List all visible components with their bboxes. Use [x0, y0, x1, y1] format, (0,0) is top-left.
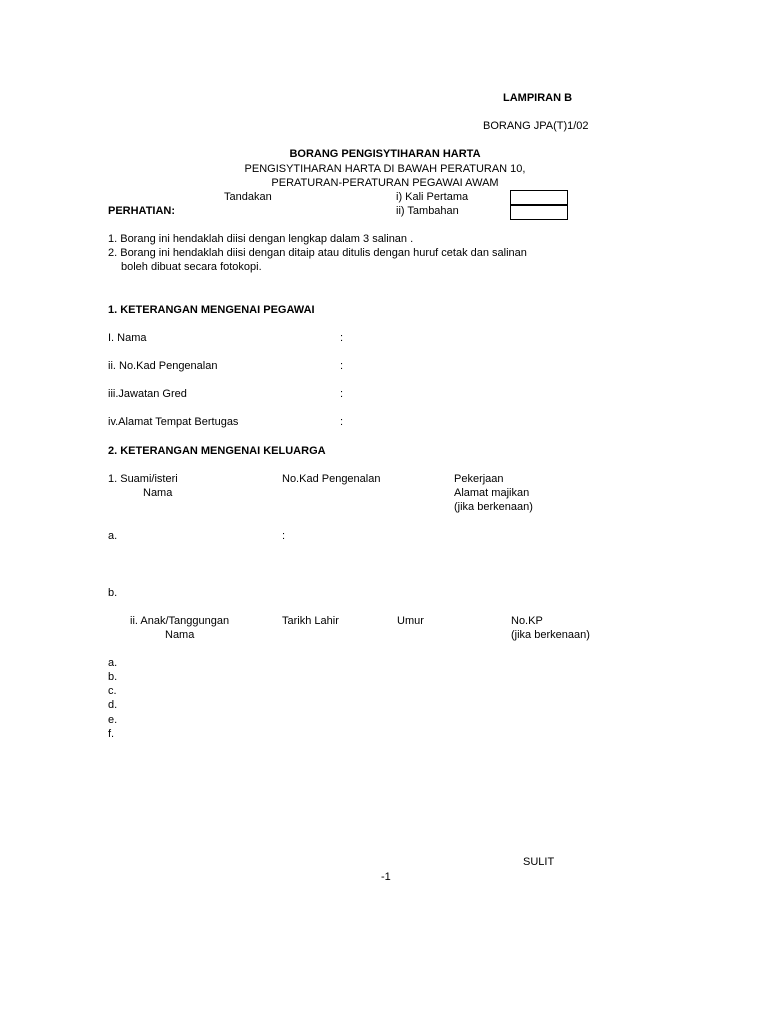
spouse-pekerjaan-header: Pekerjaan	[454, 473, 504, 485]
spouse-col-header: 1. Suami/isteri	[108, 473, 178, 485]
form-subtitle-line1: PENGISYTIHARAN HARTA DI BAWAH PERATURAN 10,	[244, 163, 526, 175]
field-jawatan-label: iii.Jawatan Gred	[108, 388, 187, 400]
children-row-a: a.	[108, 657, 118, 669]
children-col-header-nama: Nama	[165, 629, 195, 641]
spouse-col-header-nama: Nama	[143, 487, 173, 499]
children-kp-header: No.KP	[511, 615, 543, 627]
children-umur-header: Umur	[397, 615, 424, 627]
section1-heading: 1. KETERANGAN MENGENAI PEGAWAI	[108, 304, 315, 316]
field-ic-label: ii. No.Kad Pengenalan	[108, 360, 218, 372]
children-row-b: b.	[108, 671, 118, 683]
children-row-d: d.	[108, 699, 118, 711]
tandakan-label: Tandakan	[224, 191, 272, 203]
children-row-c: c.	[108, 685, 117, 697]
form-subtitle-line2: PERATURAN-PERATURAN PEGAWAI AWAM	[271, 177, 499, 189]
borang-code: BORANG JPA(T)1/02	[483, 120, 589, 132]
form-title: BORANG PENGISYTIHARAN HARTA	[289, 148, 481, 160]
children-row-f: f.	[108, 728, 115, 740]
field-nama-label: I. Nama	[108, 332, 147, 344]
children-tarikh-header: Tarikh Lahir	[282, 615, 339, 627]
perhatian-note-1: 1. Borang ini hendaklah diisi dengan lengkap dalam 3 salinan .	[108, 233, 414, 245]
field-nama-colon: :	[340, 332, 344, 344]
perhatian-label: PERHATIAN:	[108, 205, 176, 217]
field-ic-colon: :	[340, 360, 344, 372]
spouse-row-a-colon: :	[282, 530, 286, 542]
perhatian-note-2: 2. Borang ini hendaklah diisi dengan ditaip atau ditulis dengan huruf cetak dan salinan	[108, 247, 527, 259]
field-alamat-colon: :	[340, 416, 344, 428]
option-tambahan: ii) Tambahan	[396, 205, 459, 217]
sulit-label: SULIT	[523, 856, 555, 868]
perhatian-note-2-cont: boleh dibuat secara fotokopi.	[121, 261, 262, 273]
lampiran-label: LAMPIRAN B	[503, 92, 573, 104]
section2-heading: 2. KETERANGAN MENGENAI KELUARGA	[108, 445, 326, 457]
spouse-jika-header: (jika berkenaan)	[454, 501, 533, 513]
children-col-header: ii. Anak/Tanggungan	[130, 615, 230, 627]
spouse-row-a: a.	[108, 530, 118, 542]
spouse-alamat-header: Alamat majikan	[454, 487, 530, 499]
option-kali-pertama: i) Kali Pertama	[396, 191, 469, 203]
checkbox-tambahan[interactable]	[510, 204, 568, 220]
children-jika-header: (jika berkenaan)	[511, 629, 590, 641]
field-jawatan-colon: :	[340, 388, 344, 400]
spouse-row-b: b.	[108, 587, 118, 599]
page-number: -1	[381, 871, 391, 883]
children-row-e: e.	[108, 714, 118, 726]
field-alamat-label: iv.Alamat Tempat Bertugas	[108, 416, 239, 428]
spouse-ic-header: No.Kad Pengenalan	[282, 473, 381, 485]
